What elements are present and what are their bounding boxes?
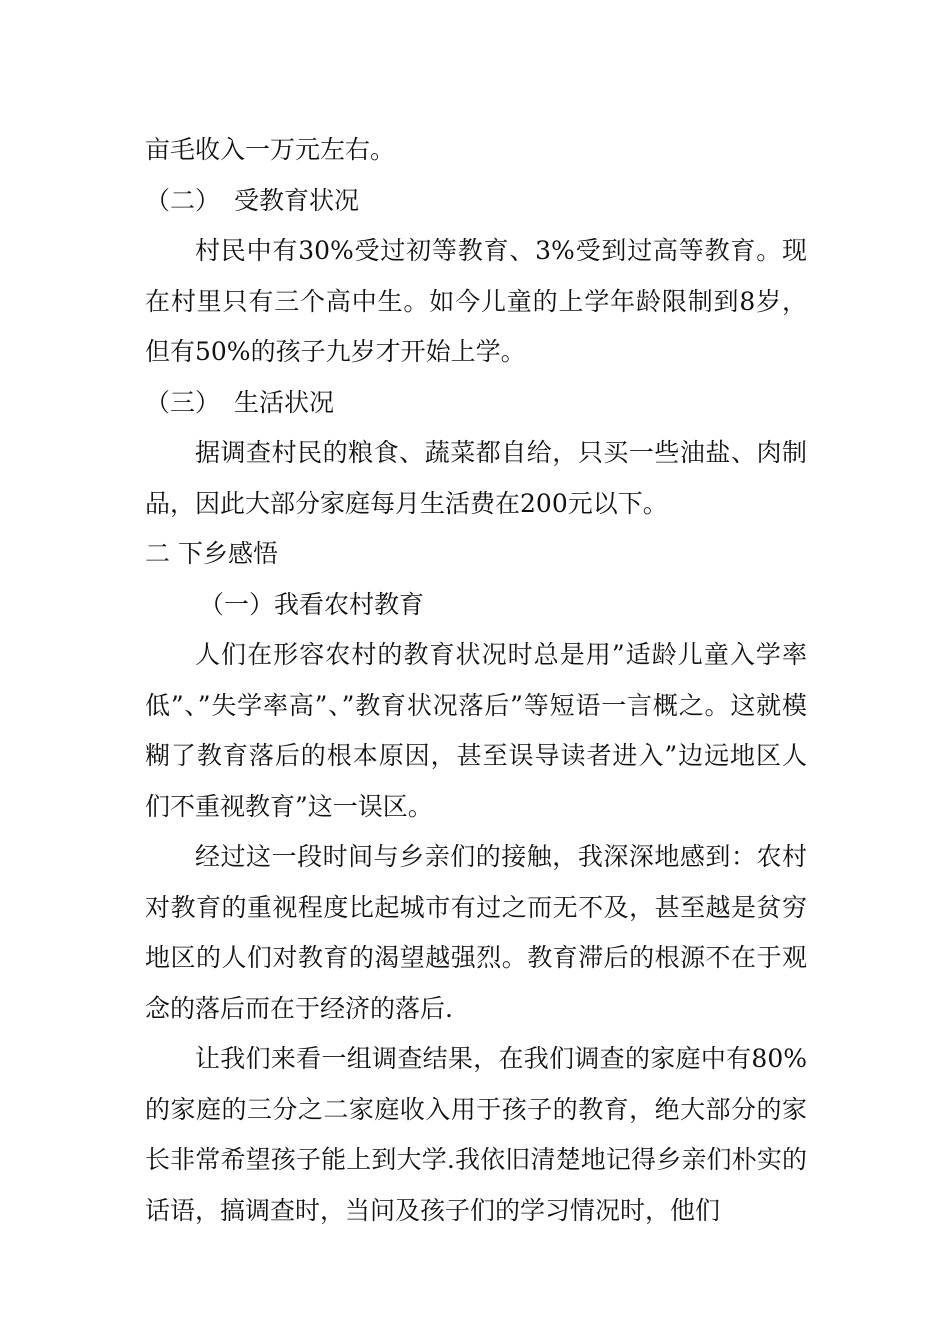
- section-heading-education: [145, 176, 807, 227]
- paragraph-continued: 亩毛收入一万元左右。: [145, 135, 396, 164]
- section-number: （三）: [145, 387, 221, 417]
- part-heading: 二 下乡感悟: [145, 539, 278, 568]
- paragraph-rural-edu-2: 经过这一段时间与乡亲们的接触，我深深地感到：农村对教育的重视程度比起城市有过之而无不及，甚至越是贫穷地区的人们对教育的渴望越强烈。教育滞后的根源不在于观念的落后而在于经济的落后.: [145, 842, 807, 1023]
- document-body: [145, 125, 807, 1236]
- paragraph-rural-edu-1: 人们在形容农村的教育状况时总是用”适龄儿童入学率低”、”失学率高”、”教育状况落后”等短语一言概之。这就模糊了教育落后的根本原因，甚至误导读者进入”边远地区人们不重视教育”这一误区。: [145, 640, 807, 821]
- section-heading-living: [145, 378, 807, 429]
- paragraph-living: 据调查村民的粮食、蔬菜都自给，只买一些油盐、肉制品，因此大部分家庭每月生活费在200元以下。: [145, 438, 807, 518]
- paragraph-education: 村民中有30%受过初等教育、3%受到过高等教育。现在村里只有三个高中生。如今儿童的上学年龄限制到8岁，但有50%的孩子九岁才开始上学。: [145, 236, 807, 366]
- paragraph-rural-edu-3: 让我们来看一组调查结果，在我们调查的家庭中有80%的家庭的三分之二家庭收入用于孩子的教育，绝大部分的家长非常希望孩子能上到大学.我依旧清楚地记得乡亲们朴实的话语，搞调查时，当问及孩子们的学习情况时，他们: [145, 1044, 807, 1225]
- section-title: 生活状况: [234, 387, 335, 417]
- subsection-heading: （一）我看农村教育: [199, 589, 425, 619]
- section-number: （二）: [145, 185, 221, 215]
- section-title: 受教育状况: [234, 185, 360, 215]
